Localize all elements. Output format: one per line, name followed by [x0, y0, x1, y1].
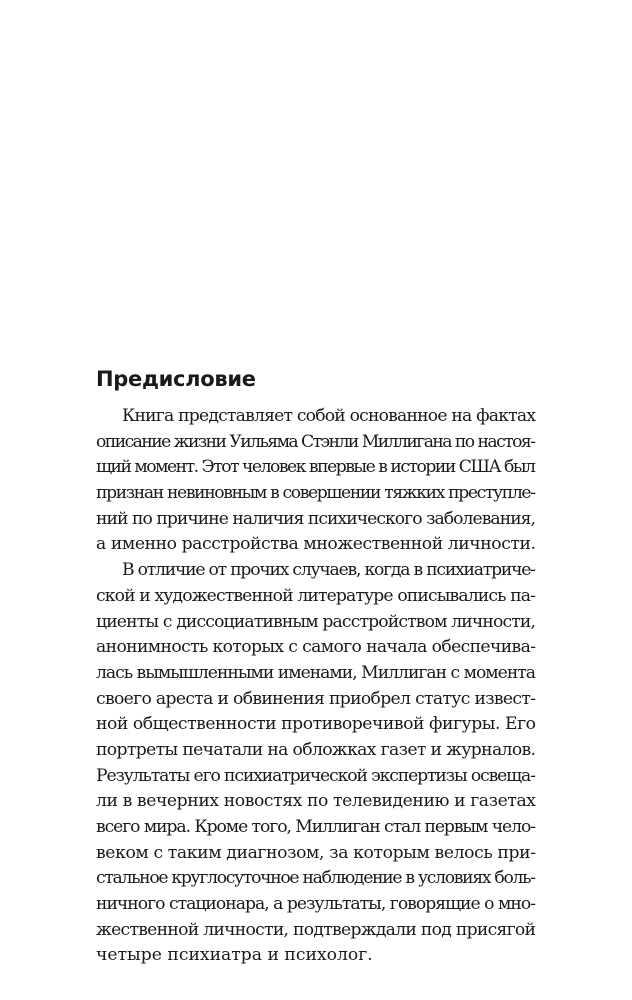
text-line: описание жизни Уильяма Стэнли Миллигана по настоя- — [96, 431, 535, 452]
text-line: ской и художественной литературе описывались па- — [96, 585, 536, 606]
text-line: а именно расстройства множественной личности. — [96, 534, 536, 555]
text-line: всего мира. Кроме того, Миллиган стал первым чело- — [96, 817, 535, 837]
text-line: признан невиновным в совершении тяжких преступле- — [96, 483, 535, 504]
text-line: ной общественности противоречивой фигуры. Его — [96, 714, 536, 735]
text-line: портреты печатали на обложках газет и журналов. — [96, 739, 536, 760]
text-line: стальное круглосуточное наблюдение в условиях боль- — [96, 868, 535, 889]
text-line: жественной личности, подтверждали под присягой — [96, 919, 536, 940]
paragraph-2 — [96, 558, 536, 969]
text-line: четыре психиатра и психолог. — [96, 945, 373, 966]
text-line: Книга представляет собой основанное на фактах — [122, 406, 536, 426]
text-line: циенты с диссоциативным расстройством личности, — [96, 611, 536, 632]
text-line: ний по причине наличия психического заболевания, — [96, 508, 536, 529]
text-line: веком с таким диагнозом, за которым велось при- — [96, 842, 536, 863]
text-line: ли в вечерних новостях по телевидению и газетах — [96, 791, 536, 812]
text-line: В отличие от прочих случаев, когда в психиатриче- — [122, 560, 535, 581]
text-line: Результаты его психиатрической экспертизы освеща- — [96, 765, 535, 786]
text-line: своего ареста и обвинения приобрел статус извест- — [96, 688, 536, 709]
text-line: щий момент. Этот человек впервые в истории США был — [96, 457, 535, 478]
paragraph-1 — [96, 404, 536, 558]
body-text — [96, 404, 536, 969]
text-line: ничного стационара, а результаты, говорящие о мно- — [96, 894, 536, 915]
text-line: анонимность которых с самого начала обеспечива- — [96, 637, 536, 658]
text-line: лась вымышленными именами, Миллиган с момента — [96, 662, 535, 683]
chapter-heading: Предисловие — [96, 367, 256, 391]
